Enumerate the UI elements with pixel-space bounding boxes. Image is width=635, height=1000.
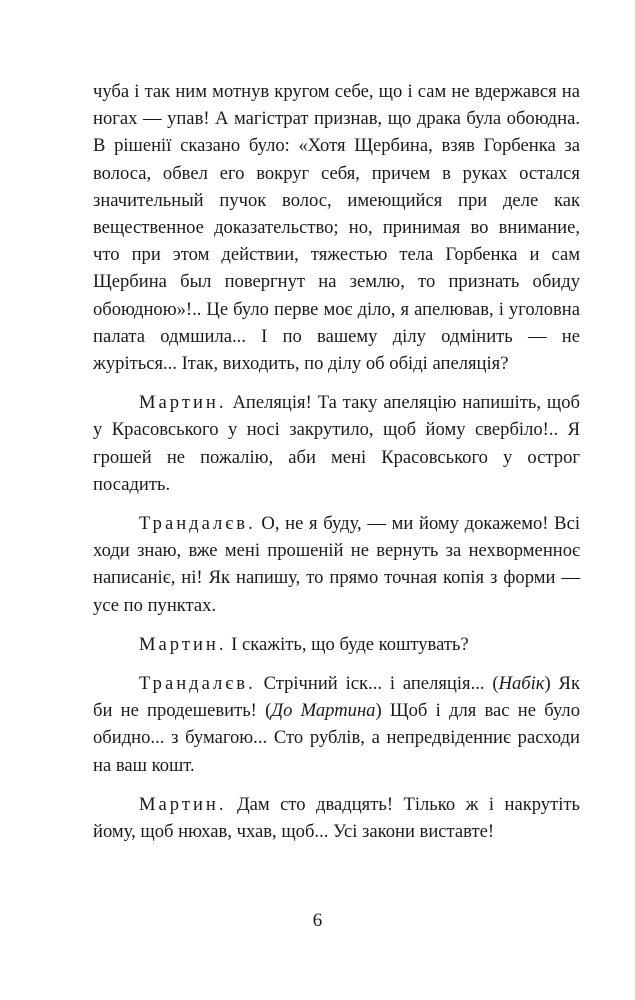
paragraph-3 <box>93 510 580 619</box>
stage-direction: До Мартина <box>271 700 376 722</box>
speech-text: Апеляція! Та таку апеляцію напишіть, щоб у Красовського у носі закрутило, щоб йому свербіло!.. Я грошей не пожалію, аби мені Красовського у острог посадить. <box>93 392 580 495</box>
speaker-name: Мартин. <box>139 633 227 655</box>
speaker-name: Трандалєв. <box>139 513 256 535</box>
speech-text: І скажіть, що буде коштувать? <box>226 633 469 655</box>
speech-text: ) Як би не продешевить! ( <box>93 673 580 722</box>
speech-text: ) Щоб і для вас не було обидно... з бумагою... Сто рублів, а непредвіденниє расходи на ваш кошт. <box>93 700 580 776</box>
paragraph-4 <box>93 631 580 658</box>
paragraph-5 <box>93 670 580 779</box>
speech-text: Дам сто двадцять! Тілько ж і накрутіть йому, щоб нюхав, чхав, щоб... Усі закони виставте! <box>93 793 580 843</box>
speech-text: О, не я буду, — ми йому докажемо! Всі ходи знаю, вже мені прошеній не вернуть за нехворменноє написаніє, ні! Як напишу, то прямо точная копія з форми — усе по пунктах. <box>93 513 580 616</box>
paragraph-1: чуба і так ним мотнув кругом себе, що і сам не вдержався на ногах — упав! А магістрат признав, що драка була обоюдна. В рішенії сказано було: «Хотя Щербина, взяв Горбенка за волоса, обвел его вокруг себя, причем в руках остался значительный пучок волос, имеющийся при деле как вещественное доказательство; но, принимая во внимание, что при этом действии, тяжестью тела Горбенка и сам Щербина был повергнут на землю, то признать обиду обоюдною»!.. Це було перве моє діло, я апелював, і уголовна палата одмшила... І по вашему ділу одмінить — не журіться... Ітак, виходить, по ділу об обіді апеляція? <box>93 81 580 375</box>
stage-direction: Набік <box>498 673 545 695</box>
paragraph-2 <box>93 389 580 498</box>
speech-text: Стрічний іск... і апеляція... ( <box>255 673 499 695</box>
page-number: 6 <box>312 910 323 931</box>
page-body <box>93 78 580 845</box>
speaker-name: Мартин. <box>139 392 227 414</box>
speaker-name: Мартин. <box>139 793 227 815</box>
speaker-name: Трандалєв. <box>139 673 256 695</box>
paragraph-6 <box>93 791 580 845</box>
